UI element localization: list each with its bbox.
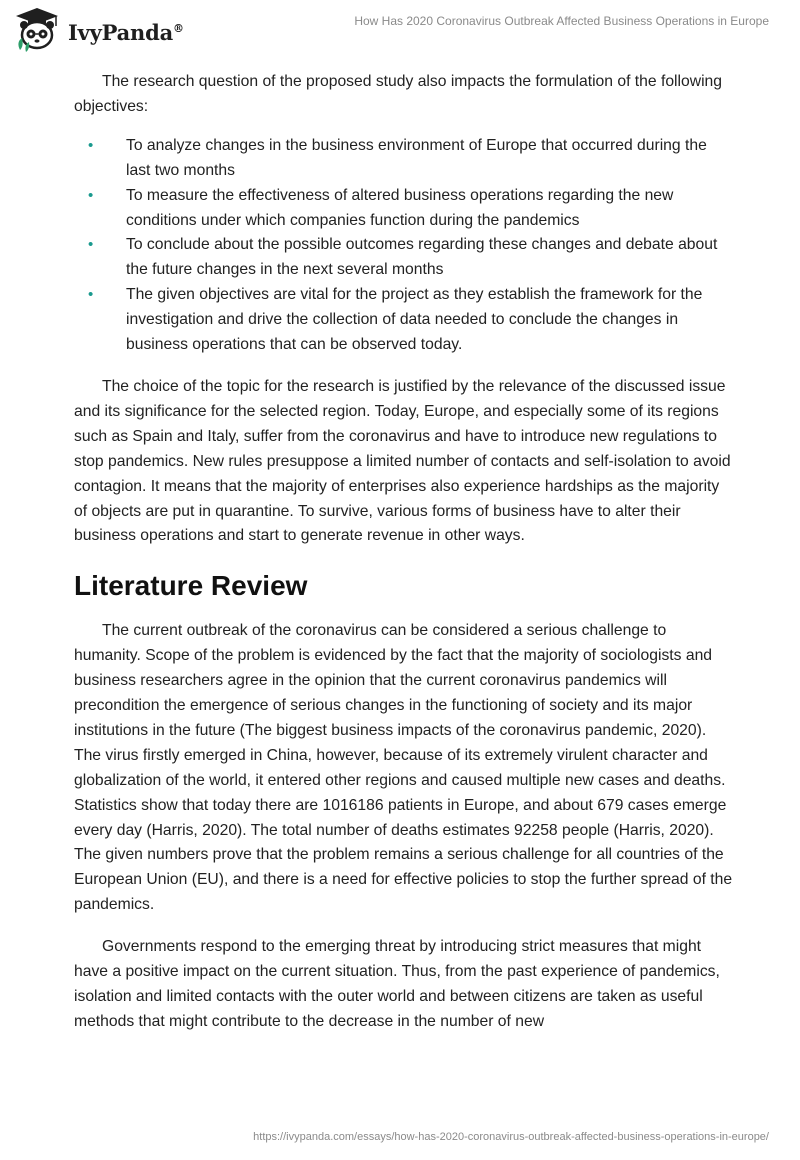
list-item-text: To conclude about the possible outcomes regarding these changes and debate about the future changes in the next several months [126,236,718,279]
list-item [74,134,734,184]
page-header [0,0,800,62]
bullet-icon: • [88,186,94,204]
registered-mark: ® [173,21,184,35]
footer-url-link[interactable]: https://ivypanda.com/essays/how-has-2020-coronavirus-outbreak-affected-business-operations-in-europe/ [253,1131,769,1143]
section-heading: Literature Review [74,570,308,602]
ivypanda-logo[interactable] [12,6,184,54]
list-item [74,283,734,358]
intro-paragraph: The research question of the proposed study also impacts the formulation of the following objectives: [74,73,723,115]
bullet-icon: • [88,136,94,154]
brand-name [68,20,184,45]
list-item-text: The given objectives are vital for the project as they establish the framework for the investigation and drive the collection of data needed to conclude the changes in business operations that can be observed today. [126,286,703,354]
list-item [74,233,734,283]
list-item-text: To analyze changes in the business environment of Europe that occurred during the last two months [126,136,707,179]
essay-body [74,70,734,1035]
panda-graduate-icon [12,6,62,54]
running-title: How Has 2020 Coronavirus Outbreak Affected Business Operations in Europe [354,14,769,28]
justification-paragraph: The choice of the topic for the research is justified by the relevance of the discussed issue and its significance for the selected region. Today, Europe, and especially some of its regions such as Spain and Italy, suffer from the coronavirus and have to introduce new regulations to stop pandemics. New rules presuppose a limited number of contacts and self-isolation to avoid contagion. It means that the majority of enterprises also experience hardships as the majority of objects are put in quarantine. To survive, various forms of business have to alter their business operations and start to generate revenue in other ways. [74,377,731,545]
literature-paragraph-2: Governments respond to the emerging threat by introducing strict measures that might have a positive impact on the current situation. Thus, from the past experience of pandemics, isolation and limited contacts with the outer world and between citizens are taken as useful methods that might contribute to the decrease in the number of new [74,938,720,1030]
list-item-text: To measure the effectiveness of altered business operations regarding the new conditions under which companies function during the pandemics [126,186,674,229]
bullet-icon: • [88,286,94,304]
bullet-icon: • [88,236,94,254]
objectives-list [74,134,734,358]
brand-text: IvyPanda [68,19,174,45]
list-item [74,184,734,234]
literature-paragraph-1: The current outbreak of the coronavirus can be considered a serious challenge to humanity. Scope of the problem is evidenced by the fact that the majority of sociologists and business researchers agree in the opinion that the current coronavirus pandemics will precondition the emergence of serious changes in the functioning of society and its major institutions in the future (The biggest business impacts of the coronavirus pandemic, 2020). The virus firstly emerged in China, however, because of its extremely virulent character and globalization of the world, it entered other regions and caused multiple new cases and deaths. Statistics show that today there are 1016186 patients in Europe, and about 679 cases emerge every day (Harris, 2020). The total number of deaths estimates 92258 people (Harris, 2020). The given numbers prove that the problem remains a serious challenge for all countries of the European Union (EU), and there is a need for effective policies to stop the further spread of the pandemics. [74,622,733,914]
